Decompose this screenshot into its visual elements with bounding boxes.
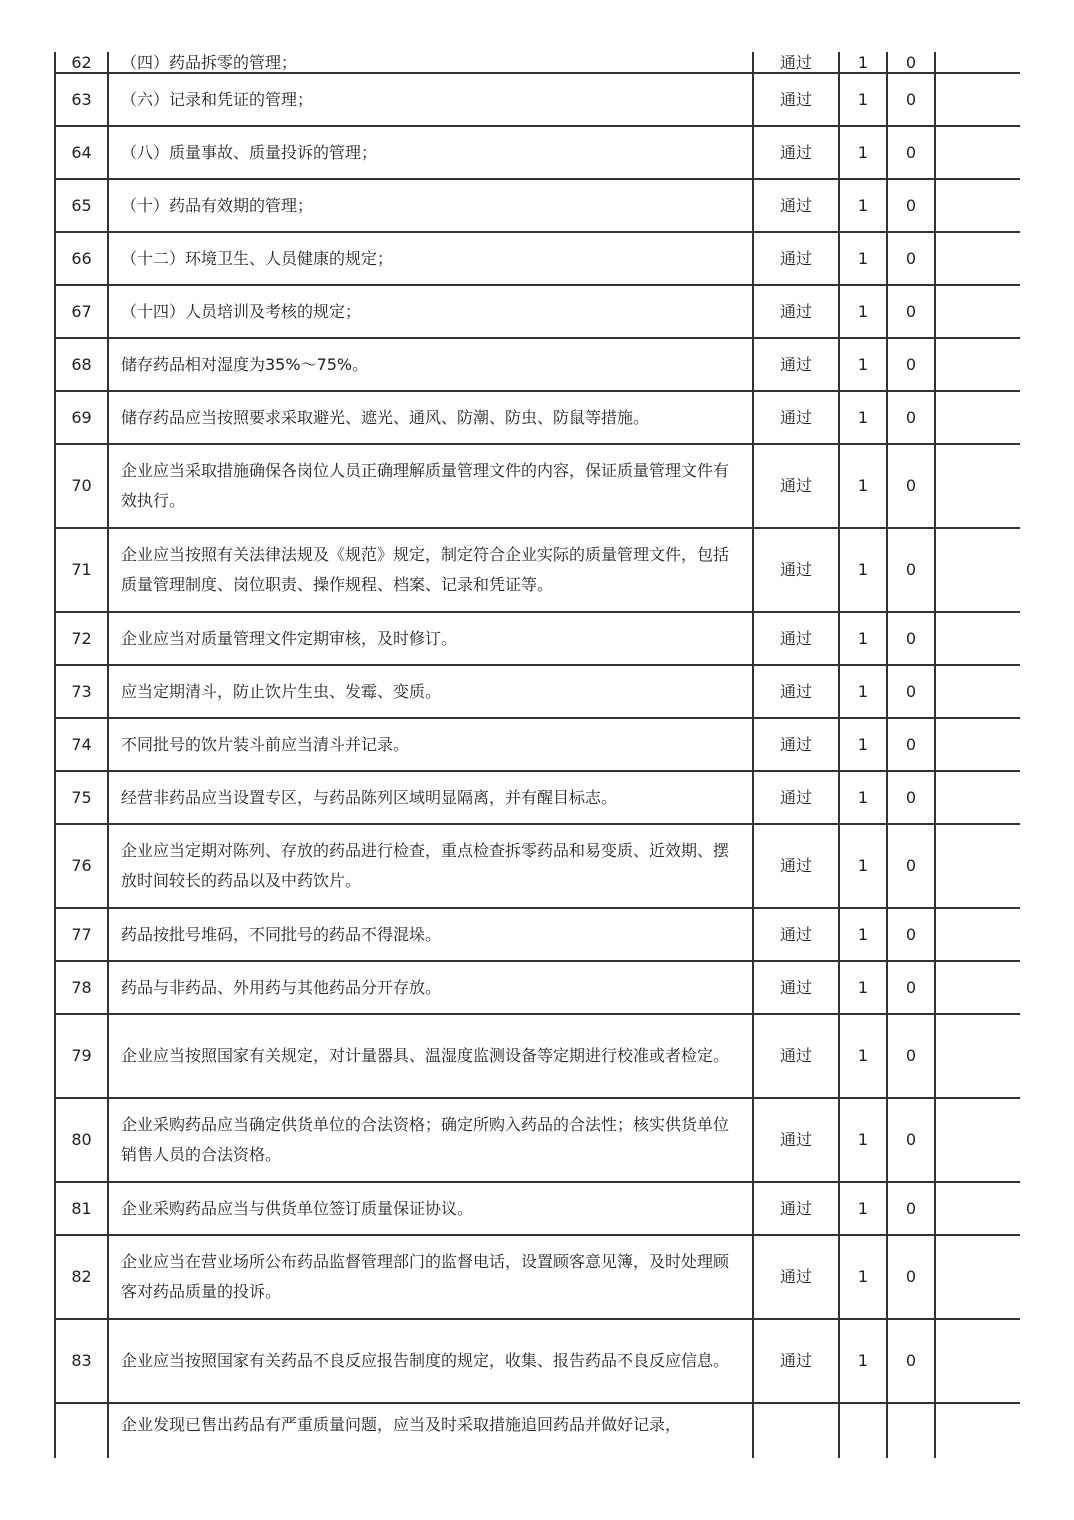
item-requirement: 企业应当采取措施确保各岗位人员正确理解质量管理文件的内容，保证质量管理文件有效执行。 — [108, 444, 753, 528]
item-result: 通过 — [753, 232, 839, 285]
item-deduction: 0 — [887, 179, 935, 232]
item-deduction: 0 — [887, 285, 935, 338]
item-remark — [935, 528, 1020, 612]
item-requirement: 企业应当定期对陈列、存放的药品进行检查，重点检查拆零药品和易变质、近效期、摆放时间较长的药品以及中药饮片。 — [108, 824, 753, 908]
table-row — [55, 824, 1020, 908]
table-row — [55, 285, 1020, 338]
item-result: 通过 — [753, 1182, 839, 1235]
item-result — [753, 52, 839, 73]
inspection-table-sheet — [54, 52, 1020, 1468]
item-score: 1 — [839, 1235, 887, 1319]
item-remark — [935, 1235, 1020, 1319]
item-deduction — [887, 1403, 935, 1458]
table-row — [55, 665, 1020, 718]
table-row — [55, 961, 1020, 1014]
item-requirement: 企业应当按照有关法律法规及《规范》规定，制定符合企业实际的质量管理文件，包括质量管理制度、岗位职责、操作规程、档案、记录和凭证等。 — [108, 528, 753, 612]
item-requirement: 企业应当按照国家有关药品不良反应报告制度的规定，收集、报告药品不良反应信息。 — [108, 1319, 753, 1403]
item-deduction: 0 — [887, 1014, 935, 1098]
item-remark — [935, 665, 1020, 718]
item-number: 74 — [55, 718, 108, 771]
item-result: 通过 — [753, 824, 839, 908]
table-row — [55, 73, 1020, 126]
item-score: 1 — [839, 612, 887, 665]
table-row — [55, 718, 1020, 771]
item-score: 1 — [839, 179, 887, 232]
item-requirement: 储存药品相对湿度为35%～75%。 — [108, 338, 753, 391]
item-result: 通过 — [753, 961, 839, 1014]
table-row — [55, 1403, 1020, 1458]
table-row — [55, 126, 1020, 179]
table-body — [55, 52, 1020, 1458]
item-requirement: 不同批号的饮片装斗前应当清斗并记录。 — [108, 718, 753, 771]
item-remark — [935, 1098, 1020, 1182]
item-number: 72 — [55, 612, 108, 665]
item-remark — [935, 1014, 1020, 1098]
item-score: 1 — [839, 908, 887, 961]
item-deduction-text: 0 — [905, 53, 917, 72]
table-row — [55, 232, 1020, 285]
item-result: 通过 — [753, 908, 839, 961]
item-result: 通过 — [753, 444, 839, 528]
item-number: 80 — [55, 1098, 108, 1182]
item-result: 通过 — [753, 771, 839, 824]
item-deduction: 0 — [887, 718, 935, 771]
item-requirement: 储存药品应当按照要求采取避光、遮光、通风、防潮、防虫、防鼠等措施。 — [108, 391, 753, 444]
item-result: 通过 — [753, 665, 839, 718]
table-row — [55, 179, 1020, 232]
item-result-text: 通过 — [779, 53, 812, 72]
item-deduction: 0 — [887, 126, 935, 179]
item-result: 通过 — [753, 126, 839, 179]
item-requirement: （六）记录和凭证的管理； — [108, 73, 753, 126]
item-remark — [935, 1182, 1020, 1235]
item-remark — [935, 771, 1020, 824]
item-number: 65 — [55, 179, 108, 232]
item-remark — [935, 232, 1020, 285]
item-score-text: 1 — [857, 53, 869, 72]
item-deduction: 0 — [887, 338, 935, 391]
item-requirement: 药品按批号堆码，不同批号的药品不得混垛。 — [108, 908, 753, 961]
table-row — [55, 391, 1020, 444]
item-result: 通过 — [753, 718, 839, 771]
item-number — [55, 52, 108, 73]
item-requirement: 应当定期清斗，防止饮片生虫、发霉、变质。 — [108, 665, 753, 718]
item-result: 通过 — [753, 73, 839, 126]
item-deduction: 0 — [887, 444, 935, 528]
table-row — [55, 1235, 1020, 1319]
item-number: 76 — [55, 824, 108, 908]
item-number: 78 — [55, 961, 108, 1014]
item-score: 1 — [839, 285, 887, 338]
item-requirement: 企业发现已售出药品有严重质量问题，应当及时采取措施追回药品并做好记录， — [108, 1403, 753, 1458]
item-score: 1 — [839, 338, 887, 391]
item-result: 通过 — [753, 1319, 839, 1403]
item-deduction: 0 — [887, 391, 935, 444]
item-remark — [935, 126, 1020, 179]
item-number: 66 — [55, 232, 108, 285]
item-deduction: 0 — [887, 612, 935, 665]
item-requirement: 企业采购药品应当确定供货单位的合法资格；确定所购入药品的合法性；核实供货单位销售人员的合法资格。 — [108, 1098, 753, 1182]
item-score: 1 — [839, 528, 887, 612]
item-remark — [935, 391, 1020, 444]
item-number: 79 — [55, 1014, 108, 1098]
item-result: 通过 — [753, 285, 839, 338]
item-number: 69 — [55, 391, 108, 444]
item-number: 81 — [55, 1182, 108, 1235]
item-remark — [935, 73, 1020, 126]
item-result — [753, 1403, 839, 1458]
item-result: 通过 — [753, 391, 839, 444]
item-deduction: 0 — [887, 528, 935, 612]
item-score: 1 — [839, 232, 887, 285]
table-row — [55, 528, 1020, 612]
item-deduction: 0 — [887, 1098, 935, 1182]
item-remark — [935, 824, 1020, 908]
item-number: 70 — [55, 444, 108, 528]
item-score: 1 — [839, 961, 887, 1014]
item-score: 1 — [839, 1319, 887, 1403]
item-deduction: 0 — [887, 232, 935, 285]
item-number: 67 — [55, 285, 108, 338]
item-remark — [935, 52, 1020, 73]
item-number — [55, 1403, 108, 1458]
item-score — [839, 1403, 887, 1458]
item-result: 通过 — [753, 1235, 839, 1319]
item-remark — [935, 1319, 1020, 1403]
item-result: 通过 — [753, 528, 839, 612]
table-row — [55, 1319, 1020, 1403]
item-number: 68 — [55, 338, 108, 391]
item-remark — [935, 908, 1020, 961]
item-score: 1 — [839, 718, 887, 771]
item-score: 1 — [839, 126, 887, 179]
item-score: 1 — [839, 391, 887, 444]
table-row — [55, 1182, 1020, 1235]
item-requirement: （十四）人员培训及考核的规定； — [108, 285, 753, 338]
item-deduction: 0 — [887, 1319, 935, 1403]
table-row — [55, 1014, 1020, 1098]
item-deduction: 0 — [887, 1182, 935, 1235]
item-deduction: 0 — [887, 908, 935, 961]
item-remark — [935, 338, 1020, 391]
item-result: 通过 — [753, 1098, 839, 1182]
item-remark — [935, 444, 1020, 528]
item-requirement: 企业应当在营业场所公布药品监督管理部门的监督电话，设置顾客意见簿，及时处理顾客对药品质量的投诉。 — [108, 1235, 753, 1319]
table-row — [55, 612, 1020, 665]
item-requirement: （八）质量事故、质量投诉的管理； — [108, 126, 753, 179]
item-deduction: 0 — [887, 665, 935, 718]
item-score: 1 — [839, 1098, 887, 1182]
table-row — [55, 52, 1020, 73]
item-number: 77 — [55, 908, 108, 961]
item-deduction: 0 — [887, 961, 935, 1014]
item-result: 通过 — [753, 338, 839, 391]
item-requirement: 经营非药品应当设置专区，与药品陈列区域明显隔离，并有醒目标志。 — [108, 771, 753, 824]
item-deduction — [887, 52, 935, 73]
item-score: 1 — [839, 73, 887, 126]
item-number: 63 — [55, 73, 108, 126]
item-number-text: 62 — [71, 53, 92, 72]
item-score: 1 — [839, 824, 887, 908]
item-requirement-text: （四）药品拆零的管理； — [121, 53, 298, 72]
item-number: 64 — [55, 126, 108, 179]
item-score: 1 — [839, 665, 887, 718]
table-row — [55, 338, 1020, 391]
item-score: 1 — [839, 771, 887, 824]
item-score: 1 — [839, 1014, 887, 1098]
item-remark — [935, 718, 1020, 771]
item-result: 通过 — [753, 179, 839, 232]
item-remark — [935, 1403, 1020, 1458]
item-remark — [935, 612, 1020, 665]
item-deduction: 0 — [887, 73, 935, 126]
item-remark — [935, 179, 1020, 232]
table-row — [55, 1098, 1020, 1182]
item-number: 75 — [55, 771, 108, 824]
item-requirement: 企业应当按照国家有关规定，对计量器具、温湿度监测设备等定期进行校准或者检定。 — [108, 1014, 753, 1098]
item-number: 73 — [55, 665, 108, 718]
inspection-checklist-table — [54, 52, 1020, 1458]
item-requirement: （十）药品有效期的管理； — [108, 179, 753, 232]
table-row — [55, 444, 1020, 528]
item-number: 83 — [55, 1319, 108, 1403]
item-number: 71 — [55, 528, 108, 612]
item-score — [839, 52, 887, 73]
item-deduction: 0 — [887, 1235, 935, 1319]
item-requirement: 企业采购药品应当与供货单位签订质量保证协议。 — [108, 1182, 753, 1235]
item-deduction: 0 — [887, 771, 935, 824]
item-requirement: 企业应当对质量管理文件定期审核，及时修订。 — [108, 612, 753, 665]
item-number: 82 — [55, 1235, 108, 1319]
item-remark — [935, 285, 1020, 338]
item-result: 通过 — [753, 612, 839, 665]
item-score: 1 — [839, 444, 887, 528]
item-remark — [935, 961, 1020, 1014]
item-requirement — [108, 52, 753, 73]
item-requirement: 药品与非药品、外用药与其他药品分开存放。 — [108, 961, 753, 1014]
item-score: 1 — [839, 1182, 887, 1235]
table-row — [55, 908, 1020, 961]
item-deduction: 0 — [887, 824, 935, 908]
table-row — [55, 771, 1020, 824]
item-requirement: （十二）环境卫生、人员健康的规定； — [108, 232, 753, 285]
item-result: 通过 — [753, 1014, 839, 1098]
